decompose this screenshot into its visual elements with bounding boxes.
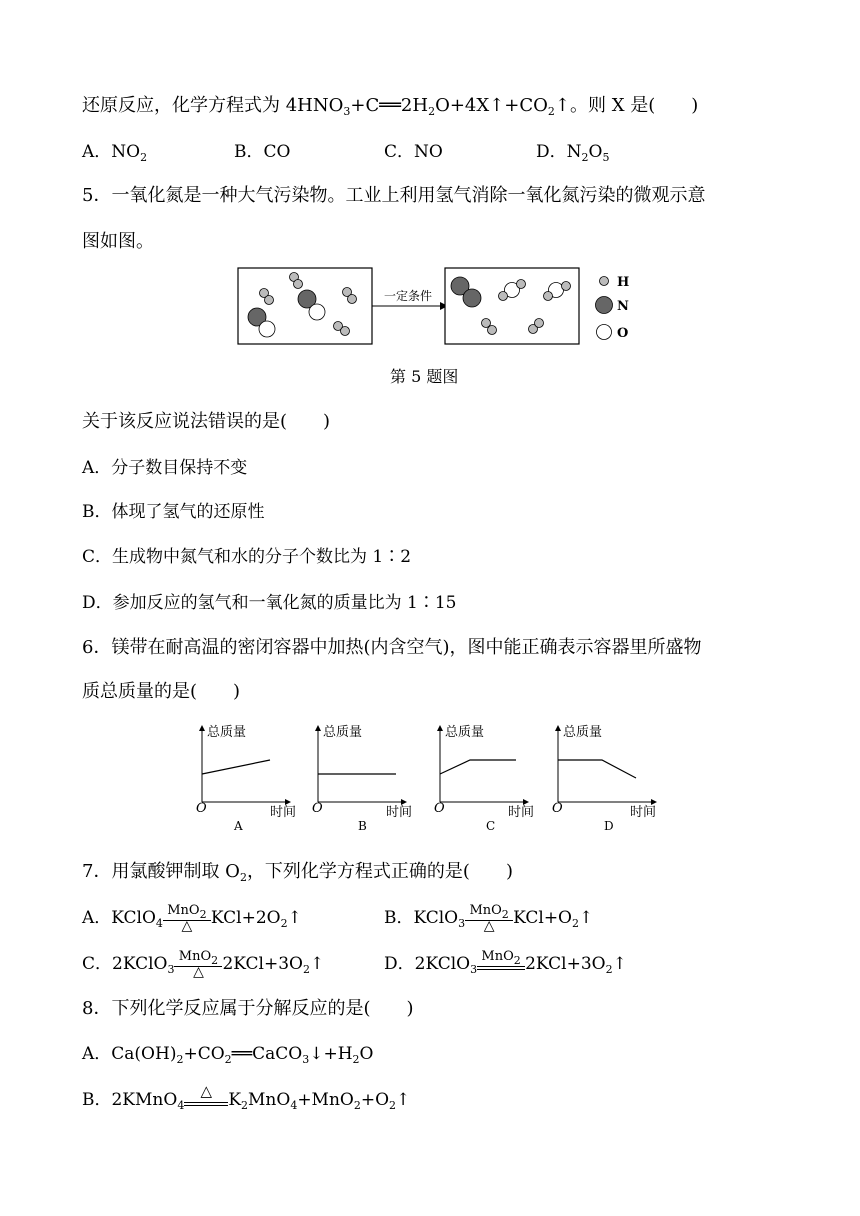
graph-d-ylabel: 总质量 <box>563 725 603 740</box>
graph-b <box>312 725 412 833</box>
graph-d-xlabel: 时间 <box>630 805 657 820</box>
graph-b-origin: O <box>312 801 323 816</box>
q7-option-d[interactable]: D．2KClO$_3$ MnO$_2$ $2KCl+3O_2↑$ <box>384 949 627 976</box>
graph-a-label: A <box>234 819 243 833</box>
q7-option-a[interactable]: A．KClO$_4$ MnO$_2$ △ $KCl+2O_2↑$ <box>82 903 302 934</box>
q5-figure-caption: 第 5 题图 <box>390 367 459 386</box>
graph-c-xlabel: 时间 <box>508 805 535 820</box>
q5-option-a[interactable]: A．分子数目保持不变 <box>82 458 248 478</box>
q5-molecule-diagram <box>230 262 640 354</box>
q4-equation-line: 还原反应，化学方程式为 $4HNO_3+C══2H_2O+4X↑+CO_2↑$。则 X 是( ) <box>82 95 699 118</box>
legend-o-label: O <box>617 326 629 341</box>
q7-stem: 7．用氯酸钾制取 $O_2$，下列化学方程式正确的是( ) <box>82 861 513 884</box>
q5-stem-line2: 图如图。 <box>82 231 154 252</box>
graph-d-origin: O <box>552 801 563 816</box>
legend-n-label: N <box>617 299 629 314</box>
graph-c-ylabel: 总质量 <box>445 725 485 740</box>
graph-a-ylabel: 总质量 <box>207 725 247 740</box>
arrow-label: 一定条件 <box>383 289 433 303</box>
graph-d-label: D <box>604 819 614 833</box>
q4-option-a[interactable]: A．$NO_2$ <box>82 142 148 164</box>
graph-c-label: C <box>486 819 496 833</box>
q5-option-d[interactable]: D．参加反应的氢气和一氧化氮的质量比为 1∶15 <box>82 593 457 613</box>
graph-b-label: B <box>358 819 367 833</box>
graph-a <box>196 725 296 833</box>
legend-h-label: H <box>617 275 630 290</box>
q4-option-d[interactable]: D．$N_2O_5$ <box>536 142 610 164</box>
graph-d <box>552 725 656 833</box>
q5-option-c[interactable]: C．生成物中氮气和水的分子个数比为 1∶2 <box>82 547 412 567</box>
q7-option-b[interactable]: B．KClO$_3$ MnO$_2$ △ $KCl+O_2↑$ <box>384 903 594 934</box>
q7-option-c[interactable]: C．2KClO$_3$ MnO$_2$ △ $2KCl+3O_2↑$ <box>82 949 325 980</box>
q5-option-b[interactable]: B．体现了氢气的还原性 <box>82 502 265 522</box>
q6-stem-line2: 质总质量的是( ) <box>82 681 241 702</box>
q6-stem-line1: 6．镁带在耐高温的密闭容器中加热(内含空气)，图中能正确表示容器里所盛物 <box>82 637 702 658</box>
graph-b-xlabel: 时间 <box>386 805 413 820</box>
q8-option-a[interactable]: A．$Ca(OH)_2+CO_2══CaCO_3↓+H_2O$ <box>82 1044 374 1066</box>
q8-stem: 8．下列化学反应属于分解反应的是( ) <box>82 998 414 1019</box>
graph-b-ylabel: 总质量 <box>323 725 363 740</box>
graph-c <box>434 725 534 833</box>
q6-graphs <box>190 718 670 838</box>
q4-option-b[interactable]: B．CO <box>234 142 291 162</box>
q5-stem-line1: 5．一氧化氮是一种大气污染物。工业上利用氢气消除一氧化氮污染的微观示意 <box>82 185 706 206</box>
q4-option-c[interactable]: C．NO <box>384 142 443 162</box>
graph-a-origin: O <box>196 801 207 816</box>
q5-question: 关于该反应说法错误的是( ) <box>82 411 331 432</box>
graph-c-origin: O <box>434 801 445 816</box>
graph-a-xlabel: 时间 <box>270 805 297 820</box>
q8-option-b[interactable]: B．2KMnO$_4$ △ $K_2MnO_4+MnO_2+O_2↑$ <box>82 1082 411 1112</box>
